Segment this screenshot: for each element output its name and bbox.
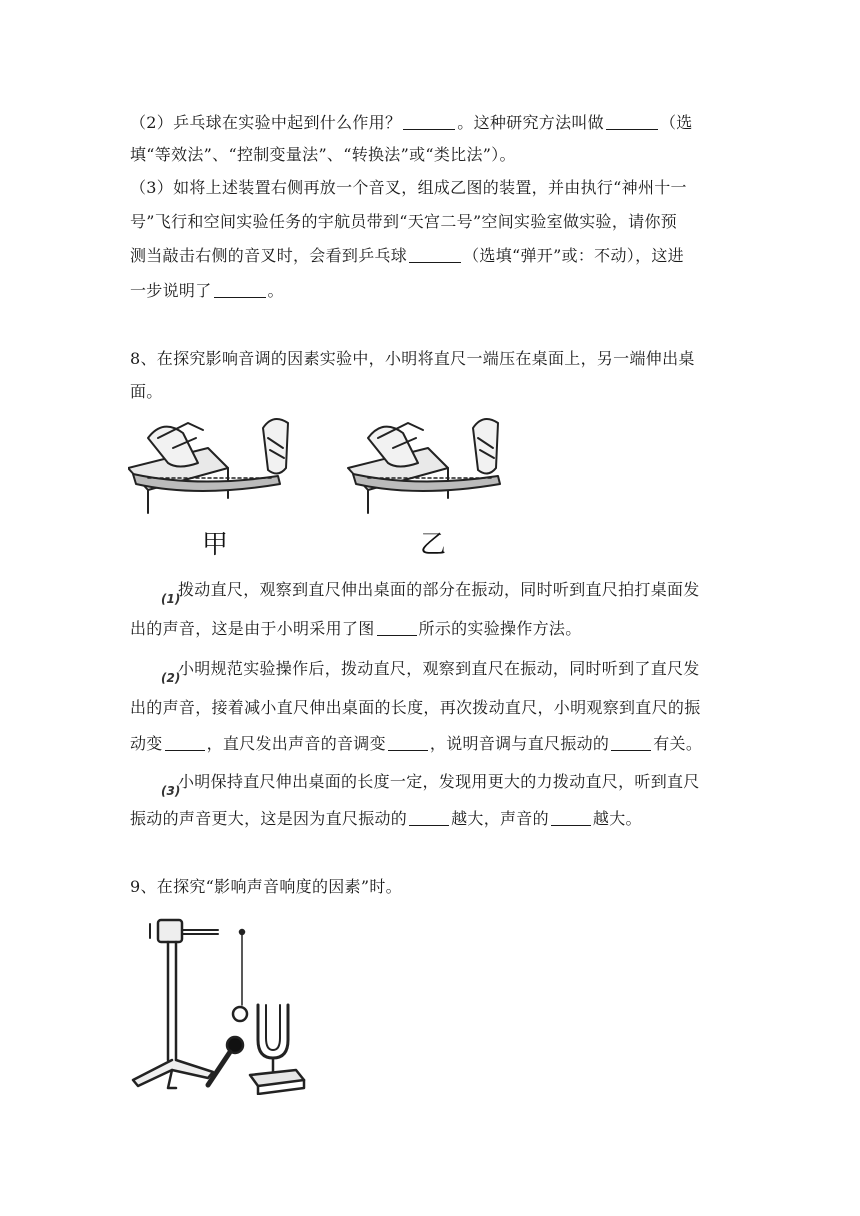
- q7-part3-line4: [130, 281, 740, 301]
- answer-blank[interactable]: [403, 115, 455, 130]
- q8-s2-line3: [130, 734, 740, 754]
- q8-stem-line2: 面。: [130, 382, 163, 401]
- subquestion-number: (2): [161, 671, 181, 685]
- text: ，直尺发出声音的音调变: [206, 734, 386, 753]
- figure-label-a: 甲: [202, 530, 229, 560]
- text: 有关。: [653, 734, 703, 753]
- answer-blank[interactable]: [165, 736, 205, 751]
- text: （选填“弹开”或：不动），这进: [463, 246, 684, 265]
- answer-blank[interactable]: [409, 811, 449, 826]
- text: 越大，声音的: [451, 809, 549, 828]
- q7-part3-line3: [130, 246, 740, 266]
- answer-blank[interactable]: [551, 811, 591, 826]
- text: 。这种研究方法叫做: [457, 113, 604, 132]
- tuning-fork-apparatus-figure: [128, 910, 328, 1095]
- subquestion-number: (1): [161, 592, 181, 606]
- text: 振动的声音更大，这是因为直尺振动的: [130, 809, 408, 828]
- q8-s3-line1: 小明保持直尺伸出桌面的长度一定，发现用更大的力拨动直尺，听到直尺: [178, 772, 700, 791]
- text: （2）乒乓球在实验中起到什么作用？: [130, 113, 402, 132]
- subquestion-number: (3): [161, 784, 181, 798]
- answer-blank[interactable]: [409, 248, 461, 263]
- answer-blank[interactable]: [606, 115, 658, 130]
- text: 一步说明了: [130, 281, 212, 300]
- answer-blank[interactable]: [377, 621, 417, 636]
- text: （选: [659, 113, 693, 132]
- figure-b-drawing: [348, 419, 500, 513]
- text: 越大。: [592, 809, 642, 828]
- q9-stem: 9、在探究“影响声音响度的因素”时。: [130, 877, 402, 896]
- q7-part2-line2: 填“等效法”、“控制变量法”、“转换法”或“类比法”）。: [130, 145, 516, 164]
- text: ，说明音调与直尺振动的: [429, 734, 610, 753]
- q8-stem-line1: 8、在探究影响音调的因素实验中，小明将直尺一端压在桌面上，另一端伸出桌: [130, 349, 695, 368]
- q8-s1-line2: [130, 619, 740, 639]
- answer-blank[interactable]: [611, 736, 651, 751]
- q8-s2-line2: 出的声音，接着减小直尺伸出桌面的长度，再次拨动直尺，小明观察到直尺的振: [130, 698, 701, 717]
- figure-label-b: 乙: [420, 530, 447, 560]
- text: 出的声音，这是由于小明采用了图: [130, 619, 375, 638]
- q7-part3-line1: （3）如将上述装置右侧再放一个音叉，组成乙图的装置，并由执行“神州十一: [130, 178, 687, 197]
- answer-blank[interactable]: [214, 283, 266, 298]
- figure-a-drawing: [128, 419, 288, 513]
- text: 测当敲击右侧的音叉时，会看到乒乓球: [130, 246, 408, 265]
- q8-s1-line1: 拨动直尺，观察到直尺伸出桌面的部分在振动，同时听到直尺拍打桌面发: [178, 580, 700, 599]
- q7-part3-line2: 号”飞行和空间实验任务的宇航员带到“天宫二号”空间实验室做实验，请你预: [130, 212, 678, 231]
- q7-part2-line1: [130, 113, 740, 133]
- text: 动变: [130, 734, 163, 753]
- text: 。: [267, 281, 284, 300]
- answer-blank[interactable]: [388, 736, 428, 751]
- ruler-experiment-figure: [128, 408, 528, 568]
- q8-s2-line1: 小明规范实验操作后，拨动直尺，观察到直尺在振动，同时听到了直尺发: [178, 659, 700, 678]
- text: 所示的实验操作方法。: [418, 619, 582, 638]
- q8-s3-line2: [130, 809, 740, 829]
